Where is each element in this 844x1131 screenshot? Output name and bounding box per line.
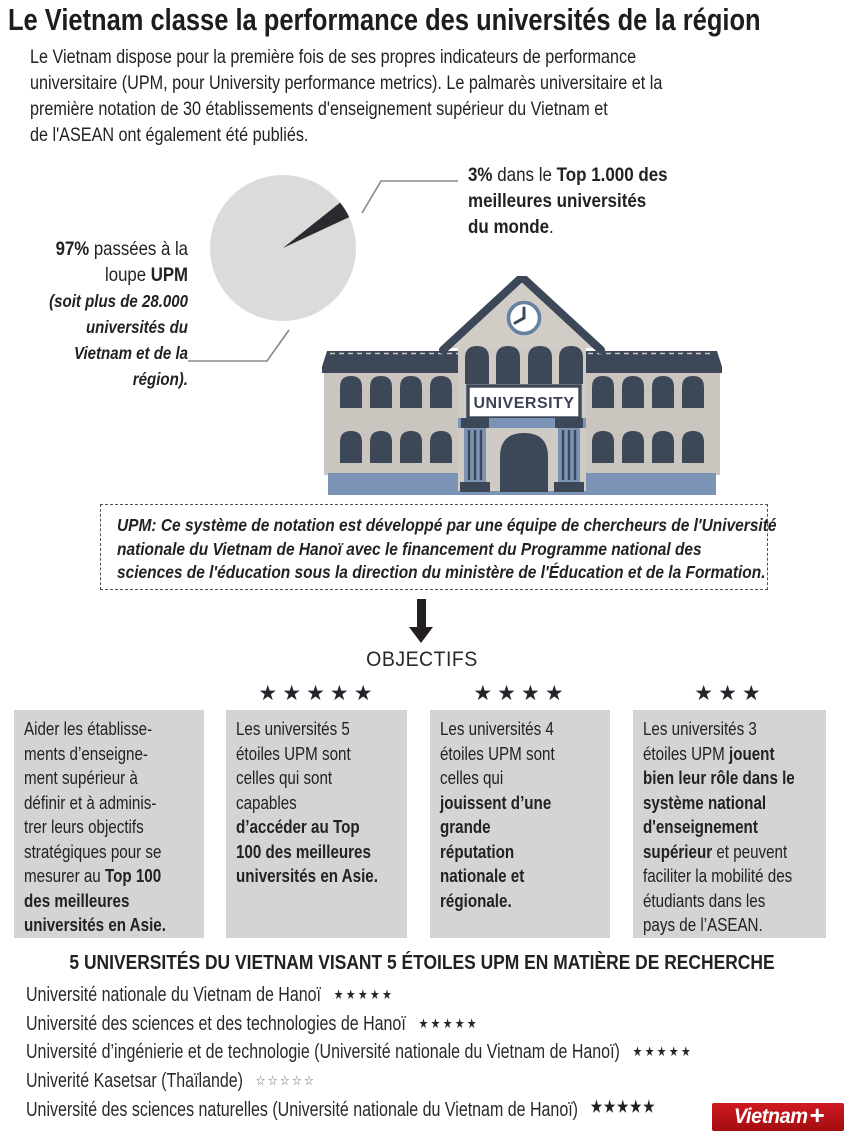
list-item [26, 982, 842, 1011]
university-name: Université des sciences naturelles (Université nationale du Vietnam de Hanoï) [26, 1098, 578, 1121]
entrance-door [500, 433, 548, 492]
bottom-section-heading: 5 UNIVERSITÉS DU VIETNAM VISANT 5 ÉTOILES UPM EN MATIÈRE DE RECHERCHE [69, 951, 775, 974]
down-arrow-head-icon [409, 627, 433, 643]
pie-label-97pct: 97% passées à la loupe UPM (soit plus de 28.000 universités du Vietnam et de la région). [49, 238, 188, 389]
university-name: Université des sciences et des technologies de Hanoï [26, 1012, 406, 1035]
down-arrow-icon [417, 599, 426, 629]
list-item [26, 1039, 842, 1068]
objective-column-text: Les universités 4 étoiles UPM sont celles qui jouissent d’une grande réputation nationale et régionale. [440, 718, 555, 911]
objective-column-text: Aider les établisse- ments d’enseigne- ment supérieur à définir et à adminis- trer leurs objectifs stratégiques pour se mesurer au Top 100 des meilleures universités en Asie. [24, 718, 166, 935]
star-rating-5: ★★★★★ [258, 682, 378, 705]
star-rating: ★★★★★ [418, 1015, 479, 1031]
upm-note-text: UPM: Ce système de notation est développé par une équipe de chercheurs de l'Université nationale du Vietnam de Hanoï avec le financement du Programme national des sciences de l'éducation sous la direction du ministère de l'Éducation et de la Formation. [117, 515, 777, 582]
callout-line-right [355, 170, 465, 220]
star-rating-4: ★★★★ [473, 682, 569, 705]
objective-column-4-stars [430, 710, 610, 938]
star-rating: ★★★★★ [333, 987, 395, 1002]
right-pillar [554, 418, 584, 492]
pie-label-3pct: 3% dans le Top 1.000 des meilleures universités du monde. [468, 164, 668, 238]
university-sign-text: UNIVERSITY [473, 395, 575, 412]
university-building-illustration [322, 276, 722, 498]
star-rating: ☆☆☆☆☆ [255, 1073, 317, 1089]
star-rating-3: ★★★ [694, 682, 766, 705]
star-rating: ★★★★★ [632, 1044, 694, 1060]
page-title: Le Vietnam classe la performance des universités de la région [8, 3, 761, 37]
intro-paragraph: Le Vietnam dispose pour la première fois de ses propres indicateurs de performance universitaire (UPM, pour University performance metrics). Le palmarès universitaire et la première notation de 30 établissements d'enseignement supérieur du Vietnam et de l'ASEAN ont également été publiés. [30, 46, 663, 146]
objectifs-heading: OBJECTIFS [366, 648, 478, 671]
list-item [26, 1011, 842, 1040]
plus-icon: + [809, 1100, 825, 1130]
objective-column-3-stars [633, 710, 826, 938]
university-sign [468, 386, 580, 418]
clock-icon [509, 303, 540, 334]
objective-column-5-stars [226, 710, 407, 938]
vietnamplus-logo [712, 1100, 844, 1131]
logo-text: Vietnam [733, 1105, 808, 1128]
upm-note-box [100, 504, 777, 590]
list-item [26, 1068, 842, 1097]
university-name: Université d’ingénierie et de technologie (Université nationale du Vietnam de Hanoï) [26, 1041, 620, 1064]
callout-line-left [180, 322, 295, 367]
university-name: Université nationale du Vietnam de Hanoï [26, 984, 321, 1006]
left-pillar [460, 418, 490, 492]
objective-column-intro [14, 710, 204, 938]
star-rating: ★★★★★ [590, 1098, 657, 1116]
objective-column-text: Les universités 3 étoiles UPM jouent bien leur rôle dans le système national d'enseignement supérieur et peuvent faciliter la mobilité des étudiants dans les pays de l’ASEAN. [643, 718, 795, 935]
university-name: Univerité Kasetsar (Thaïlande) [26, 1070, 243, 1093]
objective-column-text: Les universités 5 étoiles UPM sont celles qui sont capables d’accéder au Top 100 des meilleures universités en Asie. [236, 718, 378, 886]
